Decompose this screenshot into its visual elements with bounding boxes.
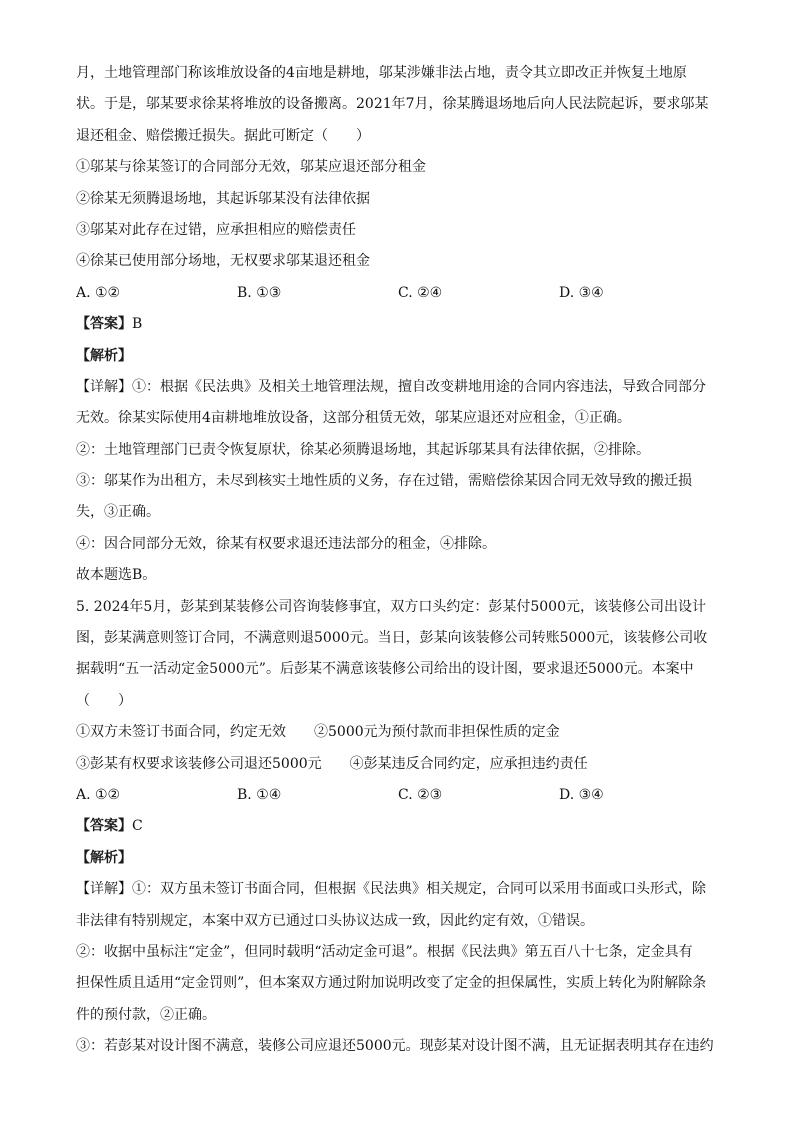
q4-option-a: A. ①② — [76, 284, 121, 301]
q5-option-b: B. ①④ — [237, 786, 282, 803]
q5-detail-line: 担保性质且适用“定金罚则”，但本案双方通过附加说明改变了定金的担保属性，实质上转化为附解除条 — [76, 975, 707, 992]
q4-statement-3: ③邬某对此存在过错，应承担相应的赔偿责任 — [76, 221, 356, 238]
q4-detail-line: ②：土地管理部门已责令恢复原状，徐某必须腾退场地，其起诉邬某具有法律依据，②排除。 — [76, 441, 650, 458]
q5-statement-4: ④彭某违反合同约定，应承担违约责任 — [349, 755, 588, 772]
analysis-label: 【解析】 — [76, 849, 132, 866]
q4-statement-2: ②徐某无须腾退场地，其起诉邬某没有法律依据 — [76, 190, 370, 207]
q5-option-c: C. ②③ — [398, 786, 443, 803]
q5-statement-1: ①双方未签订书面合同，约定无效 — [76, 724, 286, 741]
q4-stem — [76, 58, 716, 278]
q5-stem-line: 5. 2024年5月，彭某到某装修公司咨询装修事宜，双方口头约定：彭某付5000元，该装修公司出设计 — [76, 598, 706, 615]
q4-detail-line: 【详解】①：根据《民法典》及相关土地管理法规，擅自改变耕地用途的合同内容违法，导致合同部分 — [76, 378, 706, 395]
q5-detail-line: 件的预付款，②正确。 — [76, 1006, 216, 1023]
answer-value: B — [132, 316, 143, 333]
q5-detail-line: ②：收据中虽标注“定金”，但同时载明“活动定金可退”。根据《民法典》第五百八十七条，定金具有 — [76, 943, 693, 960]
q5-stem — [76, 592, 716, 718]
q4-statement-1: ①邬某与徐某签订的合同部分无效，邬某应退还部分租金 — [76, 159, 426, 176]
q5-stem-line: （ ） — [76, 692, 132, 709]
q5-detail-line: 【详解】①：双方虽未签订书面合同，但根据《民法典》相关规定，合同可以采用书面或口头形式，除 — [76, 881, 706, 898]
q5-detail-line: ③：若彭某对设计图不满意，装修公司应退还5000元。现彭某对设计图不满，且无证据表明其存在违约 — [76, 1038, 714, 1055]
q5-statement-3: ③彭某有权要求该装修公司退还5000元 — [76, 755, 322, 772]
analysis-label: 【解析】 — [76, 347, 132, 364]
q4-option-c: C. ②④ — [398, 284, 443, 301]
q4-analysis-heading — [76, 341, 716, 372]
q4-detail-line: ④：因合同部分无效，徐某有权要求退还违法部分的租金，④排除。 — [76, 535, 496, 552]
q5-statements-row-1 — [76, 717, 716, 748]
q4-stem-line: 退还租金、赔偿搬迁损失。据此可断定（ ） — [76, 127, 370, 144]
q4-option-b: B. ①③ — [237, 284, 282, 301]
q4-option-d: D. ③④ — [559, 284, 604, 301]
q5-analysis-heading — [76, 843, 716, 874]
q5-stem-line: 据载明“五一活动定金5000元”。后彭某不满意该装修公司给出的设计图，要求退还5000元。本案中 — [76, 661, 694, 678]
q5-option-a: A. ①② — [76, 786, 121, 803]
q4-detail-line: 无效。徐某实际使用4亩耕地堆放设备，这部分租赁无效，邬某应退还对应租金，①正确。 — [76, 410, 631, 427]
q5-stem-line: 图，彭某满意则签订合同，不满意则退5000元。当日，彭某向该装修公司转账5000元，该装修公司收 — [76, 630, 708, 647]
answer-label: 【答案】 — [76, 316, 132, 333]
q4-conclusion: 故本题选B。 — [76, 567, 157, 584]
answer-label: 【答案】 — [76, 818, 132, 835]
q4-detail-line: 失，③正确。 — [76, 504, 160, 521]
q5-options — [76, 780, 716, 811]
q5-explanation — [76, 874, 716, 1062]
q4-options — [76, 278, 716, 309]
q5-option-d: D. ③④ — [559, 786, 604, 803]
q5-detail-line: 非法律有特别规定，本案中双方已通过口头协议达成一致，因此约定有效，①错误。 — [76, 912, 594, 929]
q4-stem-line: 月，土地管理部门称该堆放设备的4亩地是耕地，邬某涉嫌非法占地，责令其立即改正并恢复土地原 — [76, 65, 687, 81]
q5-answer — [76, 811, 716, 842]
document-page — [76, 58, 716, 1063]
q4-stem-line: 状。于是，邬某要求徐某将堆放的设备搬离。2021年7月，徐某腾退场地后向人民法院起诉，要求邬某 — [76, 96, 709, 113]
q4-detail-line: ③：邬某作为出租方，未尽到核实土地性质的义务，存在过错，需赔偿徐某因合同无效导致的搬迁损 — [76, 473, 692, 490]
q5-statements-row-2 — [76, 749, 716, 780]
q4-explanation — [76, 372, 716, 592]
q4-answer — [76, 309, 716, 340]
answer-value: C — [132, 818, 143, 835]
q5-statement-2: ②5000元为预付款而非担保性质的定金 — [314, 724, 560, 741]
q4-statement-4: ④徐某已使用部分场地，无权要求邬某退还租金 — [76, 253, 370, 270]
